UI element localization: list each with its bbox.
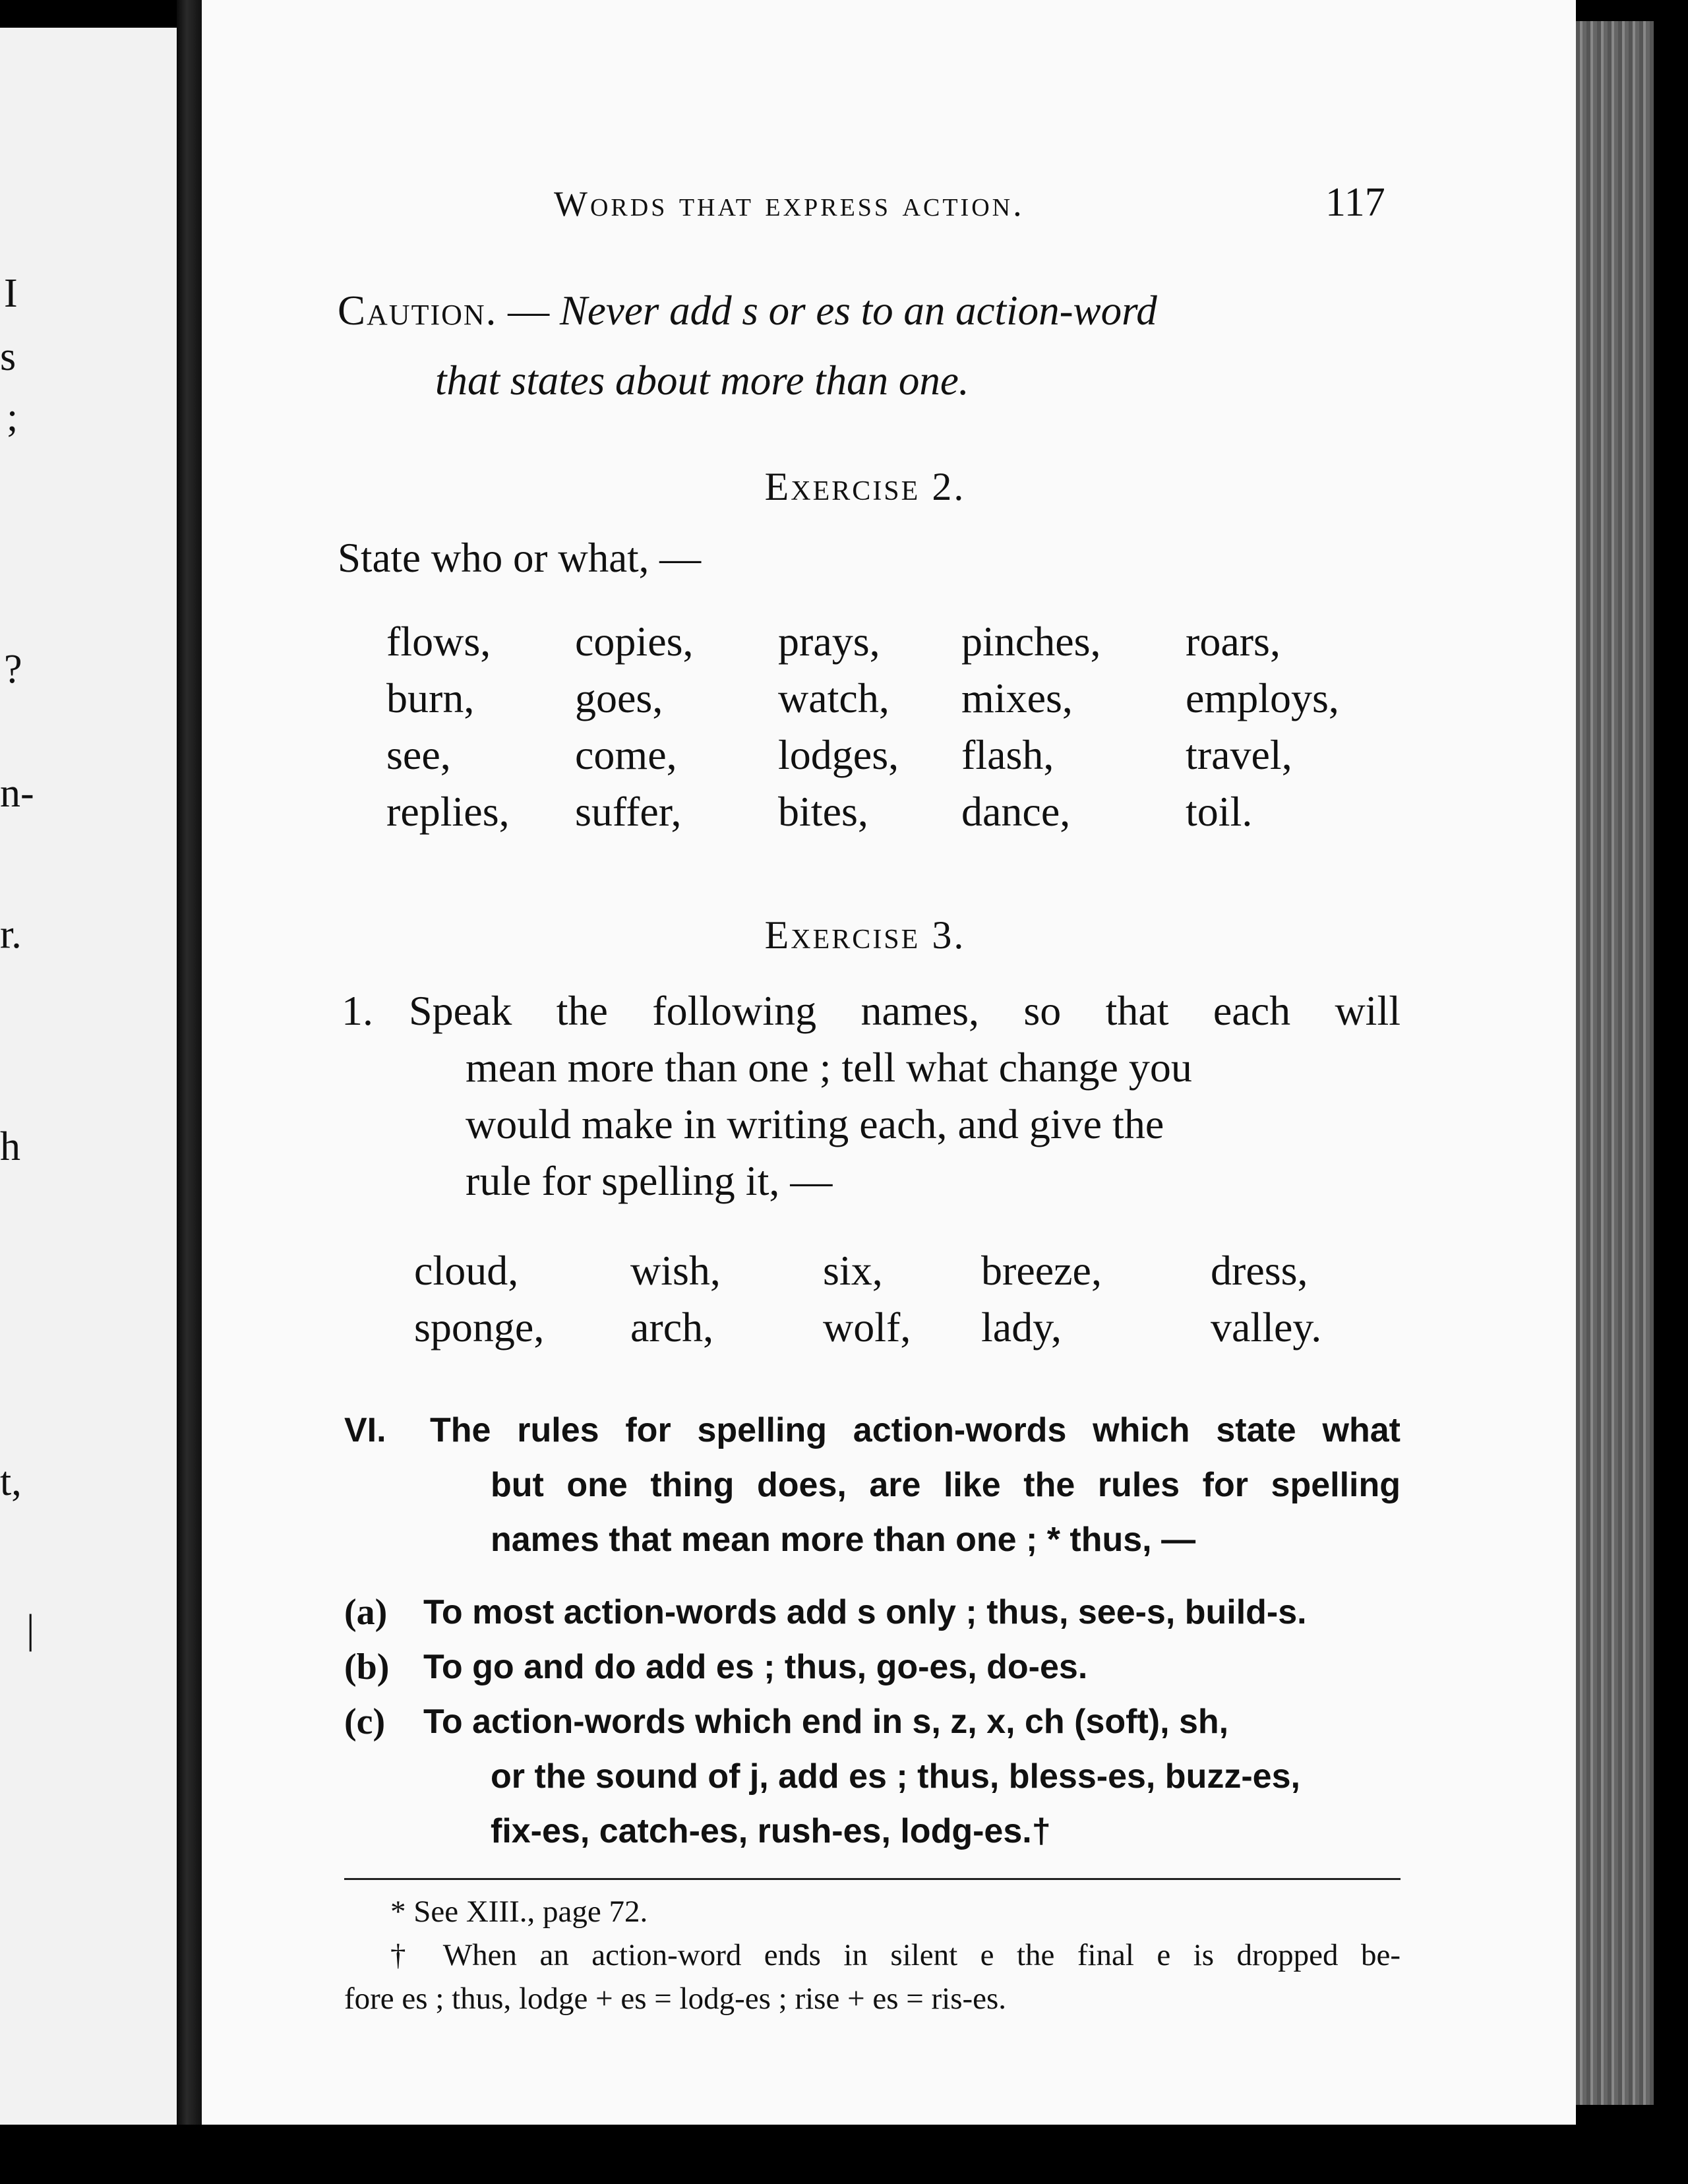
facing-fragment: ; [7, 395, 18, 440]
page-number: 117 [1325, 180, 1385, 225]
sub-rule-text: To action-words which end in s, z, x, ch (soft), sh, [423, 1703, 1229, 1741]
facing-fragment: | [26, 1607, 35, 1652]
footnotes [344, 1890, 1401, 2020]
exercise-3-word-list [414, 1242, 1408, 1356]
word: pinches, [961, 618, 1101, 665]
word: sponge, [414, 1304, 545, 1350]
sub-rule-text: To go and do add es ; thus, go-es, do-es. [423, 1648, 1088, 1686]
word: replies, [386, 788, 510, 835]
scan-border-bottom [0, 2125, 1688, 2184]
instruction-line: rule for spelling it, — [466, 1157, 833, 1204]
word: dance, [961, 788, 1071, 835]
caution-text-line2: that states about more than one. [435, 357, 969, 404]
facing-fragment: I [4, 271, 18, 316]
footnote-1: * See XIII., page 72. [390, 1895, 648, 1929]
word: employs, [1186, 675, 1339, 721]
sub-rule-text: fix-es, catch-es, rush-es, lodg-es.† [491, 1812, 1051, 1850]
word: copies, [575, 618, 694, 665]
word: see, [386, 731, 451, 778]
gutter-shadow [177, 0, 202, 2184]
word: roars, [1186, 618, 1281, 665]
sub-rule-key: (a) [344, 1592, 388, 1633]
footnote-2-line2: fore es ; thus, lodge + es = lodg-es ; rise + es = ris-es. [344, 1982, 1007, 2016]
running-head: Words that express action. [554, 184, 1025, 224]
word: bites, [778, 788, 868, 835]
footnote-2-line1: † When an action-word ends in silent e the final e is dropped be- [390, 1938, 1401, 1972]
rule-vi [344, 1403, 1401, 1567]
rule-line: names that mean more than one ; * thus, — [491, 1521, 1196, 1559]
scan-border-right [1654, 0, 1688, 2184]
word: watch, [778, 675, 889, 721]
sub-rule-key: (b) [344, 1647, 390, 1687]
footnote-divider [344, 1878, 1401, 1880]
caution-label: Caution. [338, 288, 498, 334]
facing-fragment: r. [0, 912, 22, 957]
facing-fragment: h [0, 1124, 20, 1169]
word: suffer, [575, 788, 682, 835]
sub-rule-text: To most action-words add s only ; thus, see-s, build-s. [423, 1593, 1307, 1631]
word: come, [575, 731, 677, 778]
word: toil. [1186, 788, 1253, 835]
facing-page [0, 28, 177, 2125]
item-number: 1. [342, 987, 373, 1034]
word: wolf, [823, 1304, 911, 1350]
rule-line: but one thing does, are like the rules for spelling [491, 1466, 1401, 1504]
instruction-line: mean more than one ; tell what change you [466, 1044, 1192, 1091]
word: mixes, [961, 675, 1073, 721]
word: goes, [575, 675, 663, 721]
word: six, [823, 1247, 883, 1294]
word: travel, [1186, 731, 1292, 778]
word: dress, [1211, 1247, 1308, 1294]
word: burn, [386, 675, 475, 721]
instruction-line: would make in writing each, and give the [466, 1101, 1164, 1147]
page-edges [1576, 21, 1654, 2105]
caution-text-line1: Never add s or es to an action-word [559, 288, 1157, 334]
exercise-2-intro: State who or what, — [338, 535, 702, 581]
word: valley. [1211, 1304, 1322, 1350]
facing-fragment: n- [0, 771, 34, 816]
word: breeze, [981, 1247, 1102, 1294]
facing-fragment: ? [4, 647, 22, 692]
word: lady, [981, 1304, 1062, 1350]
caution-dash: — [497, 288, 560, 334]
facing-fragment: s [0, 334, 16, 379]
facing-fragment: t, [0, 1459, 22, 1504]
word: flows, [386, 618, 491, 665]
rule-number: VI. [344, 1411, 386, 1449]
exercise-3-instruction [342, 983, 1401, 1209]
exercise-3-heading: Exercise 3. [764, 913, 966, 957]
word: prays, [778, 618, 880, 665]
sub-rule-c [344, 1695, 1401, 1859]
exercise-2-word-list [386, 613, 1383, 840]
rule-line: The rules for spelling action-words which state what [430, 1411, 1401, 1449]
word: arch, [630, 1304, 714, 1350]
word: flash, [961, 731, 1054, 778]
sub-rule-a [344, 1585, 1401, 1640]
caution-note [338, 276, 1399, 415]
word: lodges, [778, 731, 899, 778]
word: wish, [630, 1247, 721, 1294]
sub-rule-key: (c) [344, 1701, 386, 1742]
sub-rule-text: or the sound of j, add es ; thus, bless-es, buzz-es, [491, 1757, 1300, 1796]
sub-rule-b [344, 1640, 1401, 1695]
word: cloud, [414, 1247, 519, 1294]
exercise-2-heading: Exercise 2. [764, 465, 966, 508]
instruction-line: Speak the following names, so that each will [409, 987, 1401, 1034]
